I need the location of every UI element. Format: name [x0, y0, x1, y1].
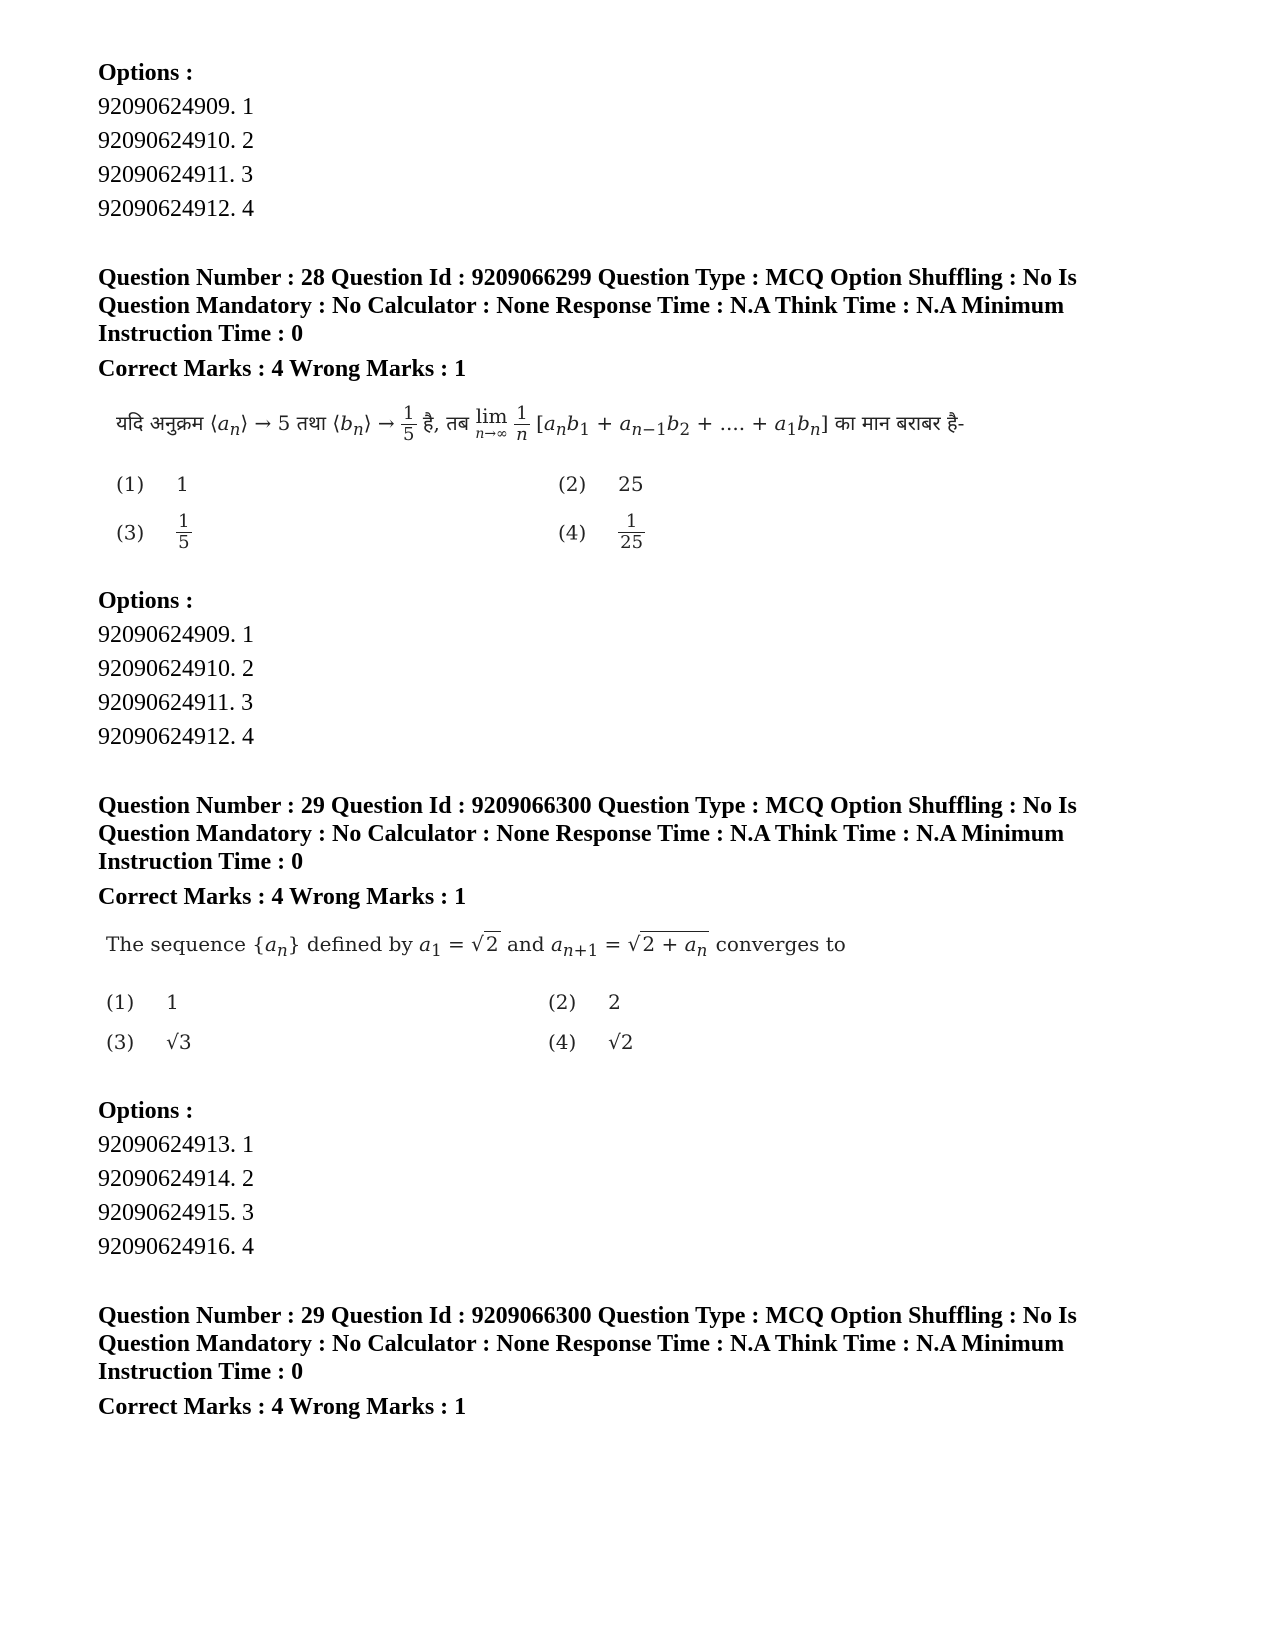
choice-label: (4): [548, 1030, 577, 1054]
limit: lim n→∞: [475, 403, 508, 442]
choice-value-fraction: $\frac{1}{5}$: [178, 511, 190, 553]
choice-label: (4): [558, 520, 587, 545]
question-stem: The sequence $\{a_n\}$ defined by $a_1$ = √ 2 and $a_{n+1}$ = √ $2 + a_n$ converges to: [106, 932, 846, 960]
option-line: 92090624914. 2: [98, 1166, 254, 1192]
stem-text: यदि अनुक्रम: [116, 411, 204, 435]
options-block-top: [98, 56, 1188, 226]
choice-label: (3): [116, 520, 145, 545]
stem-text: तथा: [296, 411, 327, 435]
choice-value: √3: [166, 1030, 192, 1054]
question-image: [98, 394, 1188, 584]
stem-text: and: [507, 932, 545, 956]
choice-value: √2: [608, 1030, 634, 1054]
choice-label: (3): [106, 1030, 135, 1054]
choice-value: 2: [608, 990, 621, 1014]
stem-text: converges to: [715, 932, 846, 956]
question-header: [98, 792, 1188, 876]
question-image: [98, 922, 1188, 1094]
stem-text: The sequence: [106, 932, 246, 956]
question-header-line: Question Mandatory : No Calculator : None Response Time : N.A Think Time : N.A Minimum: [98, 1331, 1065, 1357]
options-title: Options :: [98, 588, 194, 614]
question-29-block: [98, 792, 1188, 1264]
choice-3: [116, 512, 192, 553]
choice-value: 1: [176, 472, 189, 496]
choice-1: [116, 472, 189, 496]
option-line: 92090624910. 2: [98, 128, 254, 154]
choice-2: [548, 990, 621, 1014]
choice-1: [106, 990, 179, 1014]
stem-text: है, तब: [422, 411, 470, 435]
choice-4: [558, 512, 645, 553]
question-header-line: Instruction Time : 0: [98, 1359, 304, 1385]
choice-label: (2): [548, 990, 577, 1014]
choice-3: [106, 1030, 192, 1054]
question-header-line: Instruction Time : 0: [98, 321, 304, 347]
option-line: 92090624915. 3: [98, 1200, 254, 1226]
fraction: $\frac{1}{n}$: [516, 403, 528, 445]
choice-label: (2): [558, 472, 587, 496]
question-header-line: Question Number : 29 Question Id : 9209066300 Question Type : MCQ Option Shuffling : No Is: [98, 1303, 1077, 1329]
question-header-line: Question Number : 28 Question Id : 9209066299 Question Type : MCQ Option Shuffling : No Is: [98, 265, 1077, 291]
question-header-line: Question Mandatory : No Calculator : None Response Time : N.A Think Time : N.A Minimum: [98, 821, 1065, 847]
choice-value-fraction: $\frac{1}{25}$: [620, 511, 644, 553]
option-line: 92090624913. 1: [98, 1132, 254, 1158]
option-line: 92090624910. 2: [98, 656, 254, 682]
choice-label: (1): [116, 472, 145, 496]
choice-2: [558, 472, 644, 496]
stem-text: defined by: [306, 932, 413, 956]
option-line: 92090624909. 1: [98, 94, 254, 120]
option-line: 92090624911. 3: [98, 690, 254, 716]
choice-label: (1): [106, 990, 135, 1014]
question-header: [98, 1302, 1188, 1386]
option-line: 92090624911. 3: [98, 162, 254, 188]
question-stem: यदि अनुक्रम $⟨a_n⟩ \to 5$ तथा $⟨b_n⟩$ → $\frac{1}{5}$ है, तब lim n→∞ $\frac{1}{n}$ [$a_nb_1 + a_{n-1}b_2$ + .... + $a_1b_n$] का मान बराबर है-: [116, 403, 965, 445]
question-header-line: Question Mandatory : No Calculator : None Response Time : N.A Think Time : N.A Minimum: [98, 293, 1065, 319]
question-header-line: Instruction Time : 0: [98, 849, 304, 875]
options-title: Options :: [98, 1098, 194, 1124]
choice-4: [548, 1030, 634, 1054]
option-line: 92090624912. 4: [98, 196, 254, 222]
marks-line: Correct Marks : 4 Wrong Marks : 1: [98, 1394, 467, 1420]
question-29-repeat-block: [98, 1302, 1188, 1424]
option-line: 92090624912. 4: [98, 724, 254, 750]
document-page: [98, 56, 1188, 1462]
options-title: Options :: [98, 60, 194, 86]
option-line: 92090624916. 4: [98, 1234, 254, 1260]
choice-value: 1: [166, 990, 179, 1014]
question-header-line: Question Number : 29 Question Id : 9209066300 Question Type : MCQ Option Shuffling : No Is: [98, 793, 1077, 819]
question-header: [98, 264, 1188, 348]
marks-line: Correct Marks : 4 Wrong Marks : 1: [98, 356, 467, 382]
choice-value: 25: [618, 472, 644, 496]
question-28-block: [98, 264, 1188, 754]
fraction: $\frac{1}{5}$: [403, 403, 415, 445]
option-line: 92090624909. 1: [98, 622, 254, 648]
stem-text: का मान बराबर है-: [834, 411, 965, 435]
marks-line: Correct Marks : 4 Wrong Marks : 1: [98, 884, 467, 910]
